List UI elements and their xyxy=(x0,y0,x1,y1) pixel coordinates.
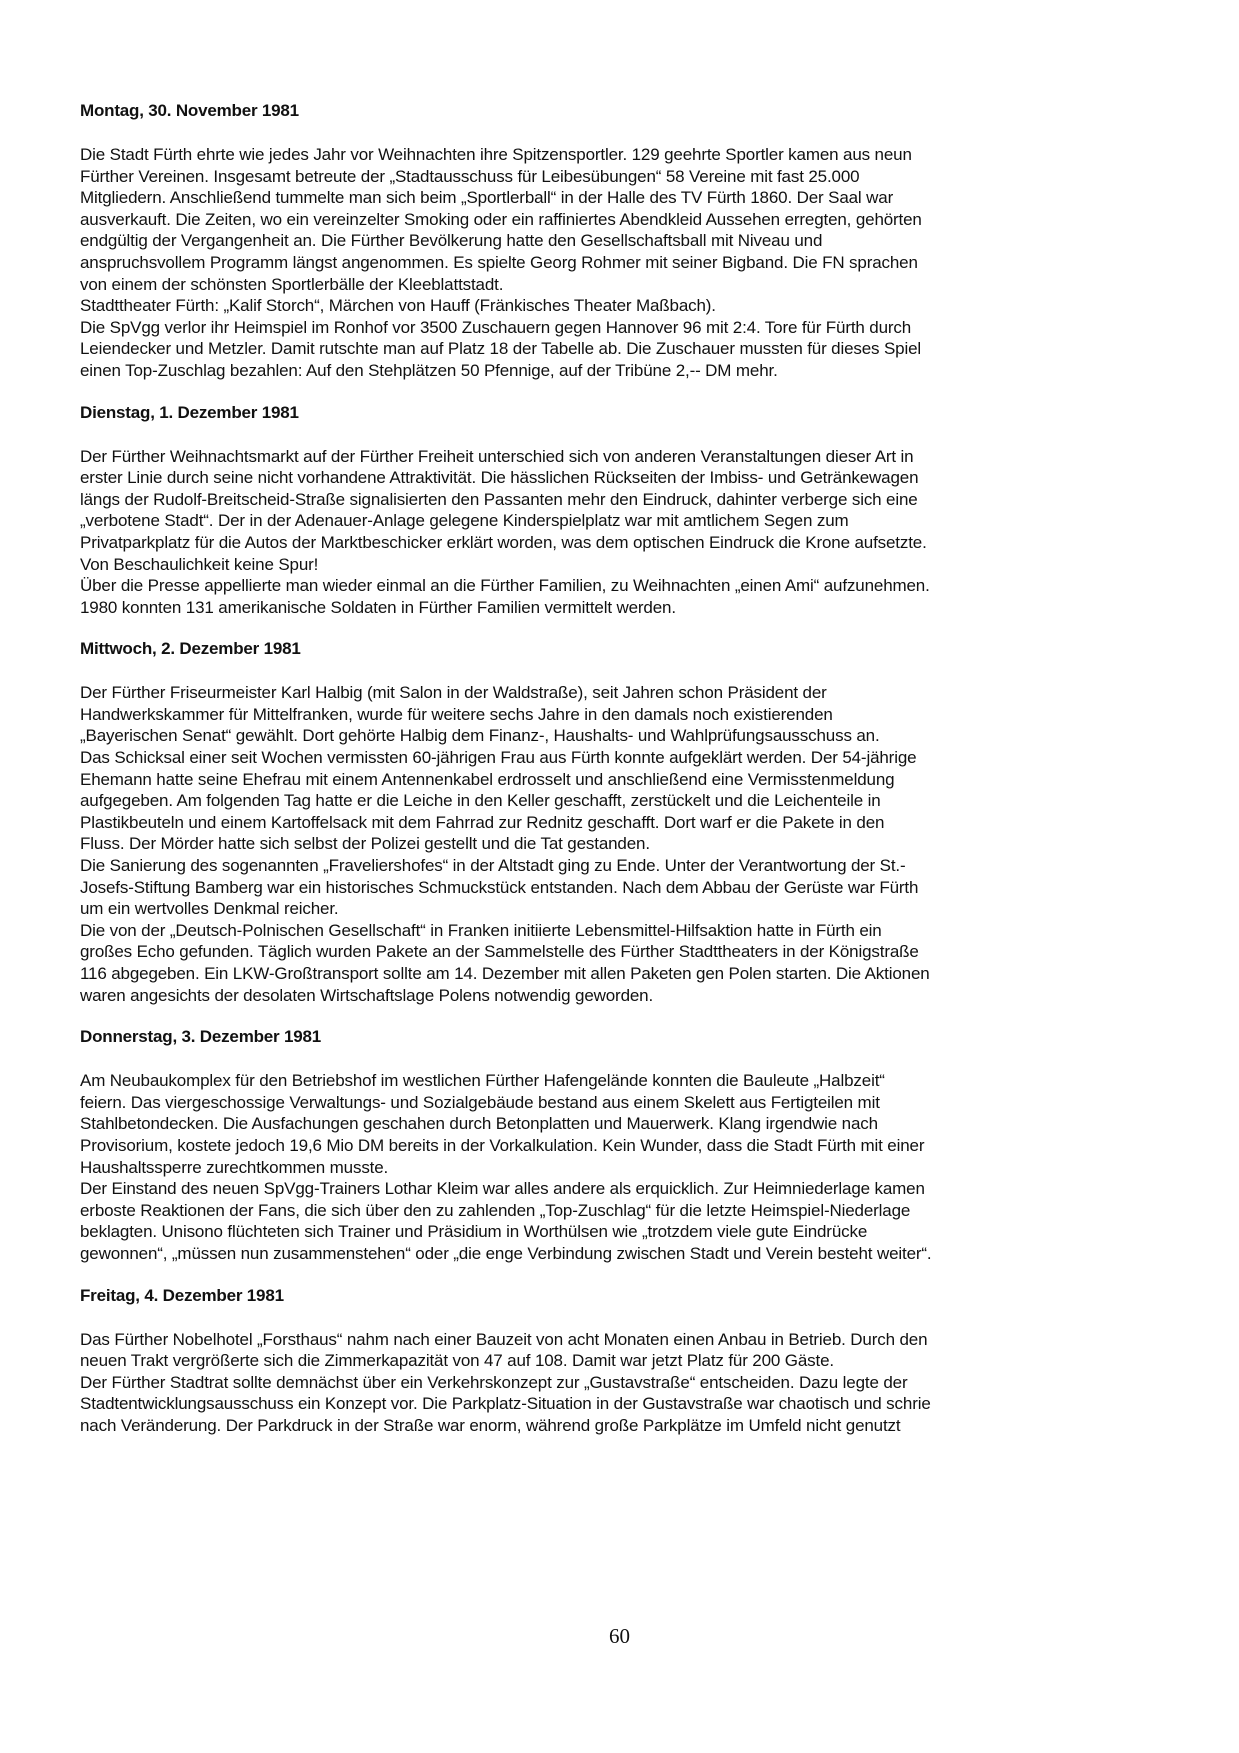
text-line: Provisorium, kostete jedoch 19,6 Mio DM bereits in der Vorkalkulation. Kein Wunder, dass die Stadt Fürth mit einer xyxy=(80,1135,925,1155)
text-line: Das Schicksal einer seit Wochen vermissten 60-jährigen Frau aus Fürth konnte aufgeklärt werden. Der 54-jährige xyxy=(80,748,917,768)
text-line: Privatparkplatz für die Autos der Marktbeschicker erklärt worden, was dem optischen Eindruck die Krone aufsetzte. xyxy=(80,532,927,552)
text-line: aufgegeben. Am folgenden Tag hatte er die Leiche in den Keller geschafft, zerstückelt und die Leichenteile in xyxy=(80,791,881,811)
page-number: 60 xyxy=(609,1624,630,1648)
text-line: 1980 konnten 131 amerikanische Soldaten in Fürther Familien vermittelt werden. xyxy=(80,597,676,617)
text-line: Der Fürther Friseurmeister Karl Halbig (mit Salon in der Waldstraße), seit Jahren schon Präsident der xyxy=(80,683,827,703)
text-line: Leiendecker und Metzler. Damit rutschte man auf Platz 18 der Tabelle ab. Die Zuschauer mussten für dieses Spiel xyxy=(80,339,922,359)
text-line: Fürther Vereinen. Insgesamt betreute der „Stadtausschuss für Leibesübungen“ 58 Vereine mit fast 25.000 xyxy=(80,166,860,186)
text-line: Die von der „Deutsch-Polnischen Gesellschaft“ in Franken initiierte Lebensmittel-Hilfsaktion hatte in Fürth ein xyxy=(80,920,882,940)
text-line: Von Beschaulichkeit keine Spur! xyxy=(80,554,319,574)
text-line: Am Neubaukomplex für den Betriebshof im westlichen Fürther Hafengelände konnten die Bauleute „Halbzeit“ xyxy=(80,1071,885,1091)
chronicle-entry xyxy=(80,100,1160,382)
text-line: erster Linie durch seine nicht vorhandene Attraktivität. Die hässlichen Rückseiten der Imbiss- und Getränkewagen xyxy=(80,468,919,488)
text-line: Stadtentwicklungsausschuss ein Konzept vor. Die Parkplatz-Situation in der Gustavstraße war chaotisch und schrie xyxy=(80,1394,931,1414)
text-line: Stadttheater Fürth: „Kalif Storch“, Märchen von Hauff (Fränkisches Theater Maßbach). xyxy=(80,296,716,316)
text-line: „verbotene Stadt“. Der in der Adenauer-Anlage gelegene Kinderspielplatz war mit amtlichem Segen zum xyxy=(80,511,849,531)
text-line: Fluss. Der Mörder hatte sich selbst der Polizei gestellt und die Tat gestanden. xyxy=(80,834,650,854)
text-line: Die Stadt Fürth ehrte wie jedes Jahr vor Weihnachten ihre Spitzensportler. 129 geehrte Sportler kamen aus neun xyxy=(80,145,912,164)
entry-body xyxy=(80,144,1160,382)
text-line: von einem der schönsten Sportlerbälle der Kleeblattstadt. xyxy=(80,274,504,294)
chronicle-entry xyxy=(80,1026,1160,1264)
entry-date-heading: Montag, 30. November 1981 xyxy=(80,101,299,120)
text-line: Stahlbetondecken. Die Ausfachungen geschahen durch Betonplatten und Mauerwerk. Klang irgendwie nach xyxy=(80,1114,878,1134)
text-line: Plastikbeuteln und einem Kartoffelsack mit dem Fahrrad zur Rednitz geschafft. Dort warf er die Pakete in den xyxy=(80,812,885,832)
text-line: Die SpVgg verlor ihr Heimspiel im Ronhof vor 3500 Zuschauern gegen Hannover 96 mit 2:4. Tore für Fürth durch xyxy=(80,317,912,337)
entry-body xyxy=(80,1070,1160,1264)
text-line: anspruchsvollem Programm längst angenommen. Es spielte Georg Rohmer mit seiner Bigband. Die FN sprachen xyxy=(80,252,918,272)
text-line: gewonnen“, „müssen nun zusammenstehen“ oder „die enge Verbindung zwischen Stadt und Verein besteht weiter“. xyxy=(80,1243,932,1263)
document-page xyxy=(80,100,1160,1457)
text-line: erboste Reaktionen der Fans, die sich über den zu zahlenden „Top-Zuschlag“ für die letzte Heimspiel-Niederlage xyxy=(80,1200,911,1220)
text-line: großes Echo gefunden. Täglich wurden Pakete an der Sammelstelle des Fürther Stadttheaters in der Königstraße xyxy=(80,942,919,962)
text-line: nach Veränderung. Der Parkdruck in der Straße war enorm, während große Parkplätze im Umfeld nicht genutzt xyxy=(80,1415,901,1435)
entry-date-heading: Mittwoch, 2. Dezember 1981 xyxy=(80,639,301,659)
entry-body xyxy=(80,682,1160,1006)
text-line: längs der Rudolf-Breitscheid-Straße signalisierten den Passanten mehr den Eindruck, dahinter verberge sich eine xyxy=(80,489,918,509)
text-line: endgültig der Vergangenheit an. Die Fürther Bevölkerung hatte den Gesellschaftsball mit Niveau und xyxy=(80,231,823,251)
text-line: feiern. Das viergeschossige Verwaltungs- und Sozialgebäude bestand aus einem Skelett aus Fertigteilen mit xyxy=(80,1092,880,1112)
text-line: Über die Presse appellierte man wieder einmal an die Fürther Familien, zu Weihnachten „einen Ami“ aufzunehmen. xyxy=(80,576,930,596)
entry-date-heading: Dienstag, 1. Dezember 1981 xyxy=(80,402,299,422)
text-line: 116 abgegeben. Ein LKW-Großtransport sollte am 14. Dezember mit allen Paketen gen Polen starten. Die Aktionen xyxy=(80,964,930,983)
entry-date-heading: Donnerstag, 3. Dezember 1981 xyxy=(80,1027,321,1047)
text-line: Haushaltssperre zurechtkommen musste. xyxy=(80,1157,389,1177)
chronicle-entry xyxy=(80,402,1160,619)
text-line: Josefs-Stiftung Bamberg war ein historisches Schmuckstück entstanden. Nach dem Abbau der Gerüste war Fürth xyxy=(80,877,919,897)
text-line: waren angesichts der desolaten Wirtschaftslage Polens notwendig geworden. xyxy=(80,985,654,1005)
text-line: neuen Trakt vergrößerte sich die Zimmerkapazität von 47 auf 108. Damit war jetzt Platz für 200 Gäste. xyxy=(80,1351,834,1371)
text-line: Der Fürther Weihnachtsmarkt auf der Fürther Freiheit unterschied sich von anderen Veranstaltungen dieser Art in xyxy=(80,446,914,466)
text-line: Die Sanierung des sogenannten „Fraveliershofes“ in der Altstadt ging zu Ende. Unter der Verantwortung der St.- xyxy=(80,856,906,876)
text-line: beklagten. Unisono flüchteten sich Trainer und Präsidium in Worthülsen wie „trotzdem viele gute Eindrücke xyxy=(80,1222,868,1242)
text-line: Das Fürther Nobelhotel „Forsthaus“ nahm nach einer Bauzeit von acht Monaten einen Anbau in Betrieb. Durch den xyxy=(80,1329,928,1349)
entry-body xyxy=(80,446,1160,619)
text-line: „Bayerischen Senat“ gewählt. Dort gehörte Halbig dem Finanz-, Haushalts- und Wahlprüfungsausschuss an. xyxy=(80,726,880,746)
text-line: einen Top-Zuschlag bezahlen: Auf den Stehplätzen 50 Pfennige, auf der Tribüne 2,-- DM mehr. xyxy=(80,360,778,380)
chronicle-entry xyxy=(80,1285,1160,1437)
entry-date-heading: Freitag, 4. Dezember 1981 xyxy=(80,1285,284,1305)
text-line: um ein wertvolles Denkmal reicher. xyxy=(80,899,339,919)
text-line: Mitgliedern. Anschließend tummelte man sich beim „Sportlerball“ in der Halle des TV Fürth 1860. Der Saal war xyxy=(80,188,894,208)
text-line: Der Einstand des neuen SpVgg-Trainers Lothar Kleim war alles andere als erquicklich. Zur Heimniederlage kamen xyxy=(80,1179,925,1199)
text-line: ausverkauft. Die Zeiten, wo ein vereinzelter Smoking oder ein raffiniertes Abendkleid Aussehen erregten, gehörten xyxy=(80,209,922,229)
text-line: Der Fürther Stadtrat sollte demnächst über ein Verkehrskonzept zur „Gustavstraße“ entscheiden. Dazu legte der xyxy=(80,1372,908,1392)
text-line: Ehemann hatte seine Ehefrau mit einem Antennenkabel erdrosselt und anschließend eine Vermisstenmeldung xyxy=(80,769,895,789)
chronicle-entry xyxy=(80,638,1160,1006)
entry-body xyxy=(80,1329,1160,1437)
text-line: Handwerkskammer für Mittelfranken, wurde für weitere sechs Jahre in den damals noch existierenden xyxy=(80,704,833,724)
